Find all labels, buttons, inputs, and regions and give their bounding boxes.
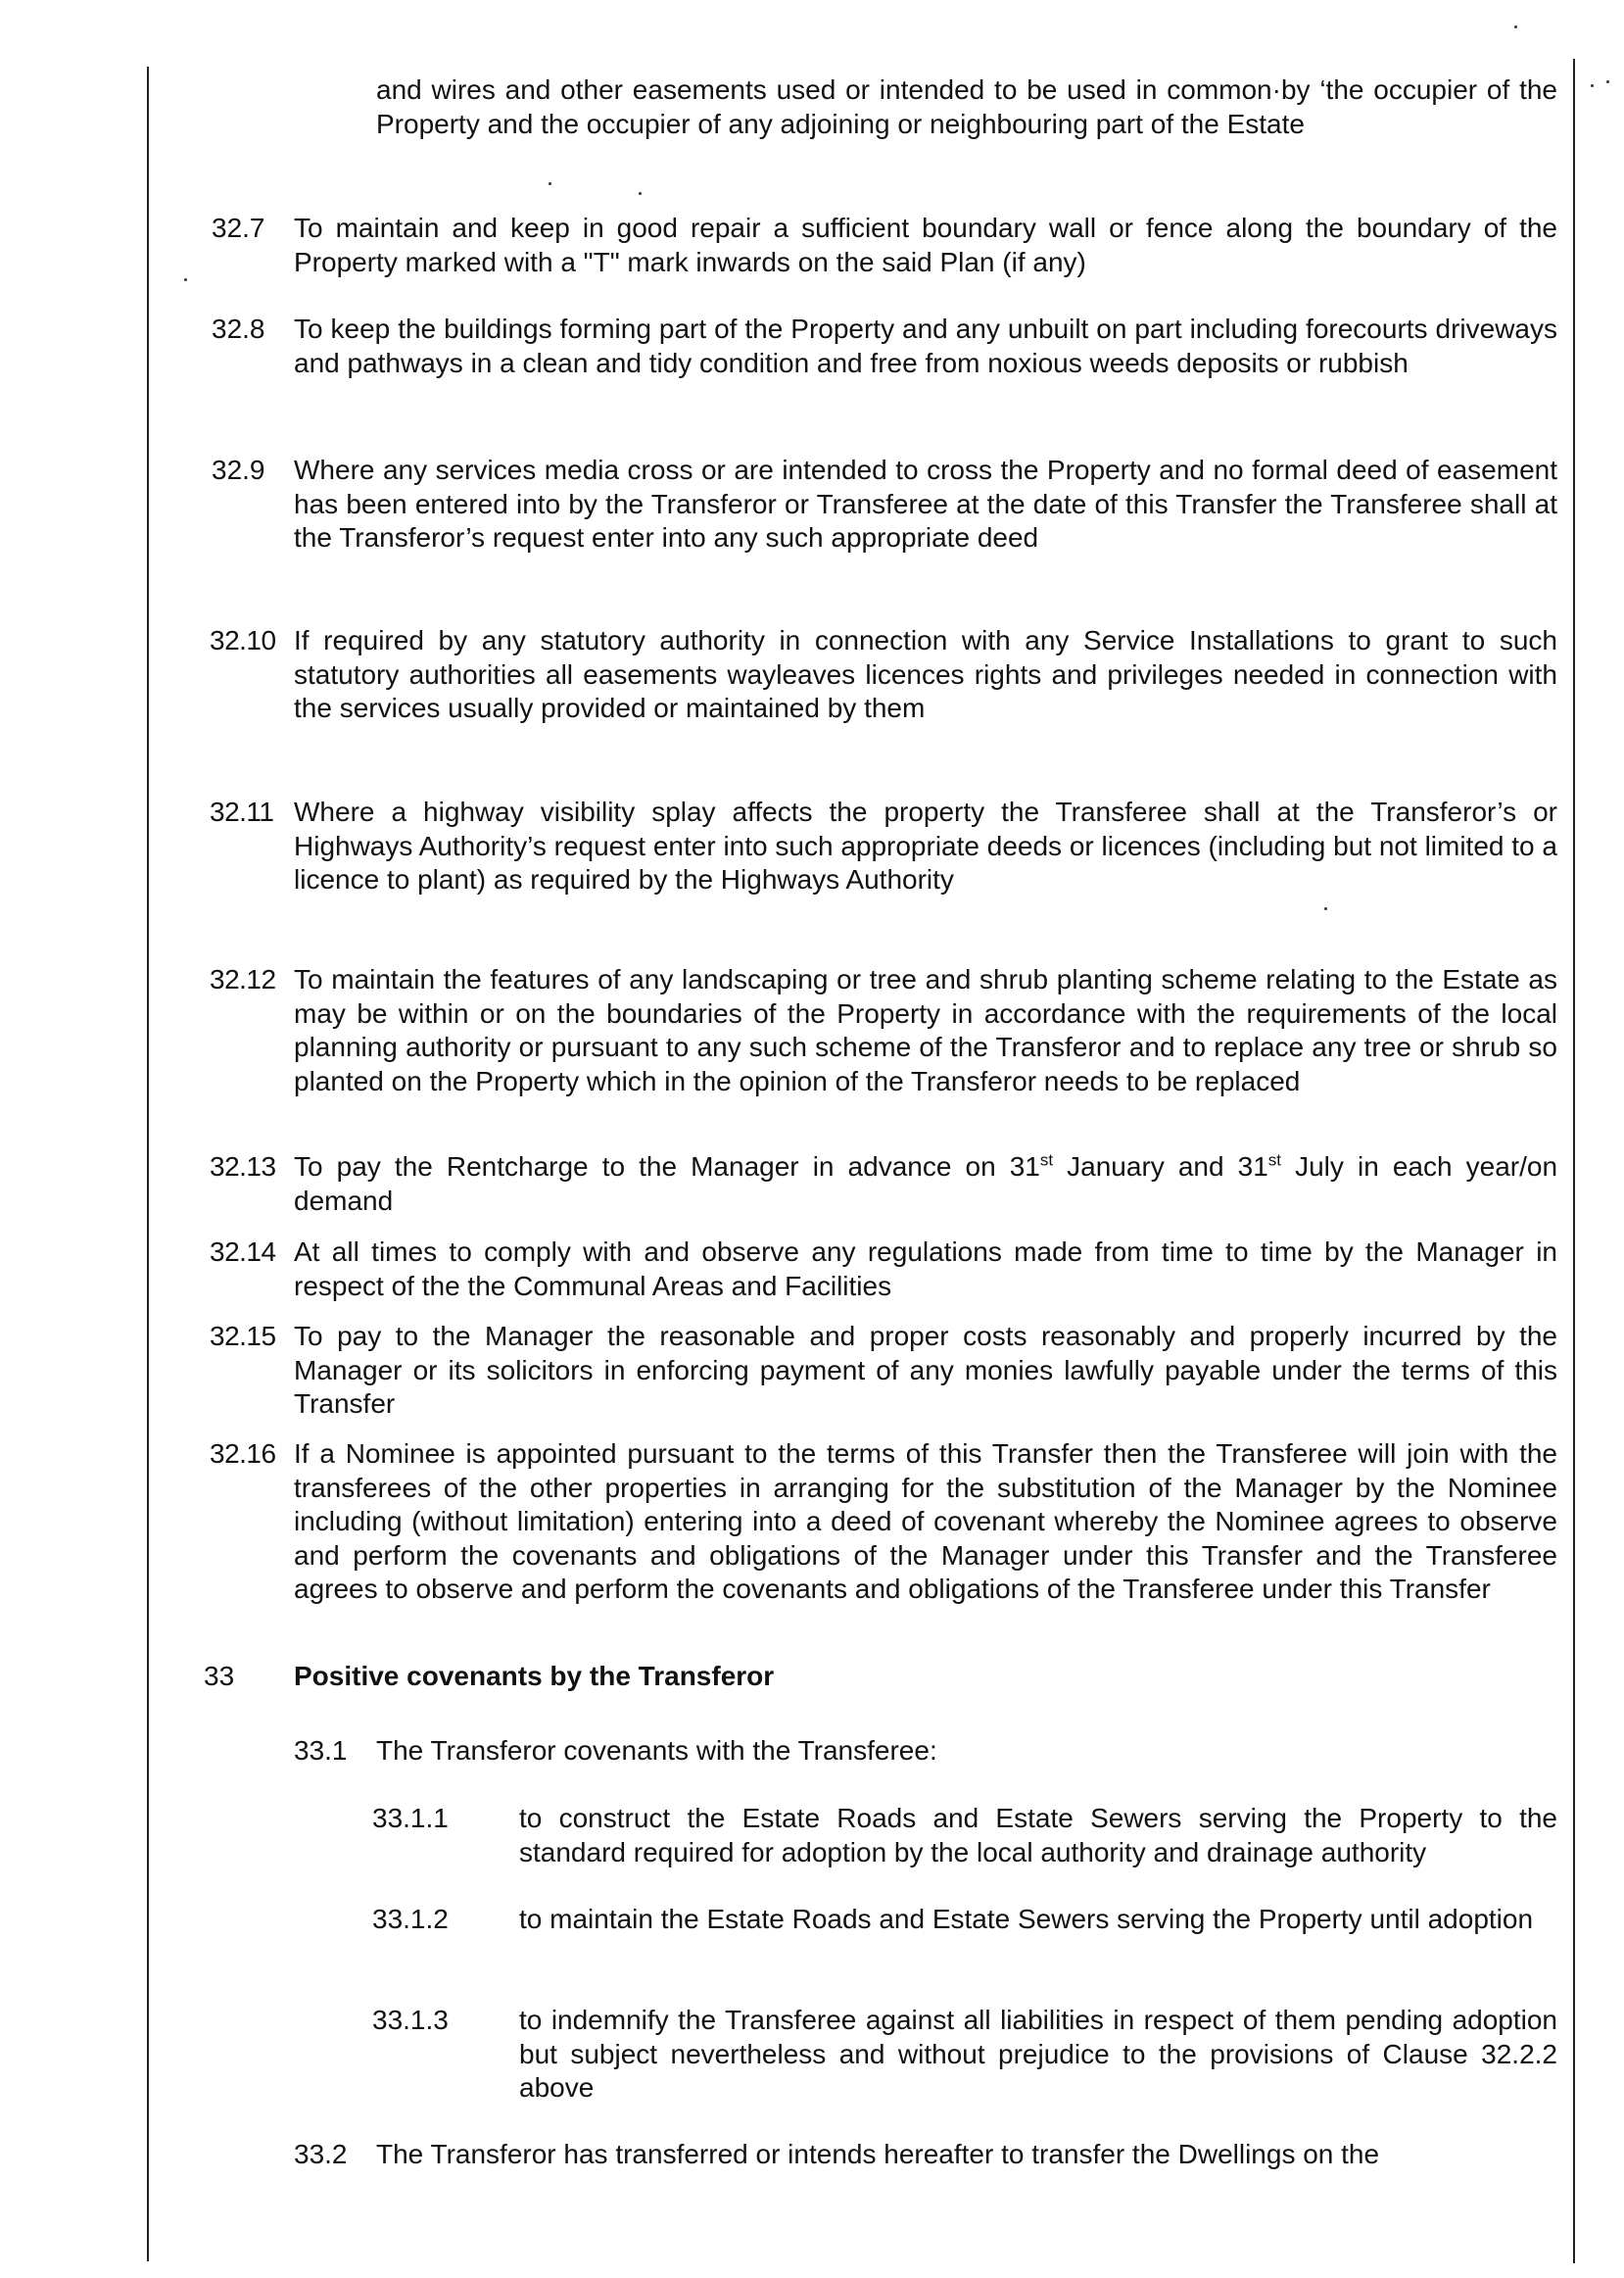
clause-32-11: [210, 796, 1557, 897]
scan-speck: [639, 192, 642, 195]
clause-number: 33.2: [294, 2139, 348, 2169]
scan-speck: [1324, 907, 1327, 910]
clause-number: 32.10: [210, 625, 276, 655]
clause-number: 33.1.1: [372, 1803, 449, 1833]
clause-text: The Transferor has transferred or intends hereafter to transfer the Dwellings on the: [376, 2139, 1380, 2169]
clause-32-15: [210, 1320, 1557, 1422]
clause-text: To maintain and keep in good repair a sufficient boundary wall or fence along the boundary of the Property marked with a "T" mark inwards on the said Plan (if any): [294, 213, 1557, 277]
clause-text: Where any services media cross or are intended to cross the Property and no formal deed of easement has been entered into by the Transferor or Transferee at the date of this Transfer the Transferee shall at the Transferor’s request enter into any such appropriate deed: [294, 455, 1557, 553]
clause-text: To pay to the Manager the reasonable and proper costs reasonably and properly incurred by the Manager or its solicitors in enforcing payment of any monies lawfully payable under the terms of this Transfer: [294, 1321, 1557, 1419]
clause-number: 33.1.2: [372, 1904, 449, 1934]
clause-32-12: [210, 963, 1557, 1098]
clause-continuation: and wires and other easements used or intended to be used in common·by ‘the occupier of the Property and the occupier of any adjoining or neighbouring part of the Estate: [376, 74, 1557, 139]
right-margin-rule: [1573, 59, 1575, 2263]
section-heading-33: [204, 1660, 775, 1694]
clause-number: 32.11: [210, 797, 274, 827]
clause-text: To maintain the features of any landscaping or tree and shrub planting scheme relating to the Estate as may be within or on the boundaries of the Property in accordance with the requirements of the local planning authority or pursuant to any such scheme of the Transferor and to replace any tree or shrub so planted on the Property which in the opinion of the Transferor needs to be replaced: [294, 964, 1557, 1096]
clause-number: 32.13: [210, 1151, 276, 1182]
clause-32-8: [212, 313, 1557, 380]
clause-33-1-3: [372, 2004, 1557, 2106]
clause-text-a: To pay the Rentcharge to the Manager in advance on 31: [294, 1151, 1040, 1182]
clause-32-16: [210, 1437, 1557, 1607]
clause-number: 32.16: [210, 1438, 276, 1469]
clause-33-1: [294, 1734, 1557, 1769]
clause-text: to indemnify the Transferee against all liabilities in respect of them pending adoption but subject nevertheless and without prejudice to the provisions of Clause 32.2.2 above: [519, 2005, 1557, 2103]
ordinal-suffix: st: [1039, 1150, 1054, 1170]
clause-text: If a Nominee is appointed pursuant to the terms of this Transfer then the Transferee will join with the transferees of the other properties in arranging for the substitution of the Manager by the Nominee including (without limitation) entering into a deed of covenant whereby the Nominee agrees to observe and perform the covenants and obligations of the Manager under this Transfer and the Transferee agrees to observe and perform the covenants and obligations of the Transferee under this Transfer: [294, 1438, 1557, 1604]
clause-text: to maintain the Estate Roads and Estate Sewers serving the Property until adoption: [519, 1904, 1534, 1934]
clause-33-2: [294, 2138, 1557, 2172]
clause-text: At all times to comply with and observe any regulations made from time to time by the Manager in respect of the the Communal Areas and Facilities: [294, 1236, 1557, 1301]
scan-speck: [184, 278, 187, 281]
clause-32-9: [212, 454, 1557, 556]
clause-text: Where a highway visibility splay affects the property the Transferee shall at the Transferor’s or Highways Authority’s request enter into such appropriate deeds or licences (including but not limited to a licence to plant) as required by the Highways Authority: [294, 797, 1557, 895]
clause-number: 32.14: [210, 1236, 276, 1267]
clause-32-13: [210, 1150, 1558, 1218]
section-number: 33: [204, 1661, 235, 1691]
clause-number: 33.1: [294, 1735, 348, 1766]
clause-number: 32.12: [210, 964, 276, 994]
clause-number: 32.9: [212, 455, 265, 485]
clause-text: If required by any statutory authority in connection with any Service Installations to grant to such statutory authorities all easements wayleaves licences rights and privileges needed in connection with the services usually provided or maintained by them: [294, 625, 1557, 723]
clause-33-1-2: [372, 1903, 1557, 1937]
clause-text: to construct the Estate Roads and Estate Sewers serving the Property to the standard required for adoption by the local authority and drainage authority: [519, 1803, 1557, 1867]
scan-speck: [549, 182, 551, 185]
scan-speck: [1606, 80, 1609, 83]
clause-number: 32.7: [212, 213, 265, 243]
scan-speck: [1514, 25, 1517, 28]
clause-32-10: [210, 624, 1557, 726]
ordinal-suffix: st: [1267, 1150, 1282, 1170]
clause-text: The Transferor covenants with the Transferee:: [376, 1735, 937, 1766]
clause-text-b: January and 31: [1053, 1151, 1268, 1182]
clause-32-7: [212, 212, 1557, 279]
clause-number: 32.8: [212, 314, 265, 344]
clause-text: To keep the buildings forming part of the Property and any unbuilt on part including forecourts driveways and pathways in a clean and tidy condition and free from noxious weeds deposits or rubbish: [294, 314, 1557, 378]
clause-32-14: [210, 1236, 1557, 1303]
clause-text-c: July in each year/on demand: [294, 1151, 1558, 1216]
section-title: Positive covenants by the Transferor: [294, 1661, 775, 1691]
clause-number: 33.1.3: [372, 2005, 449, 2035]
left-margin-rule: [147, 67, 149, 2261]
clause-33-1-1: [372, 1802, 1557, 1869]
clause-number: 32.15: [210, 1321, 276, 1351]
scan-speck: [1591, 84, 1594, 87]
